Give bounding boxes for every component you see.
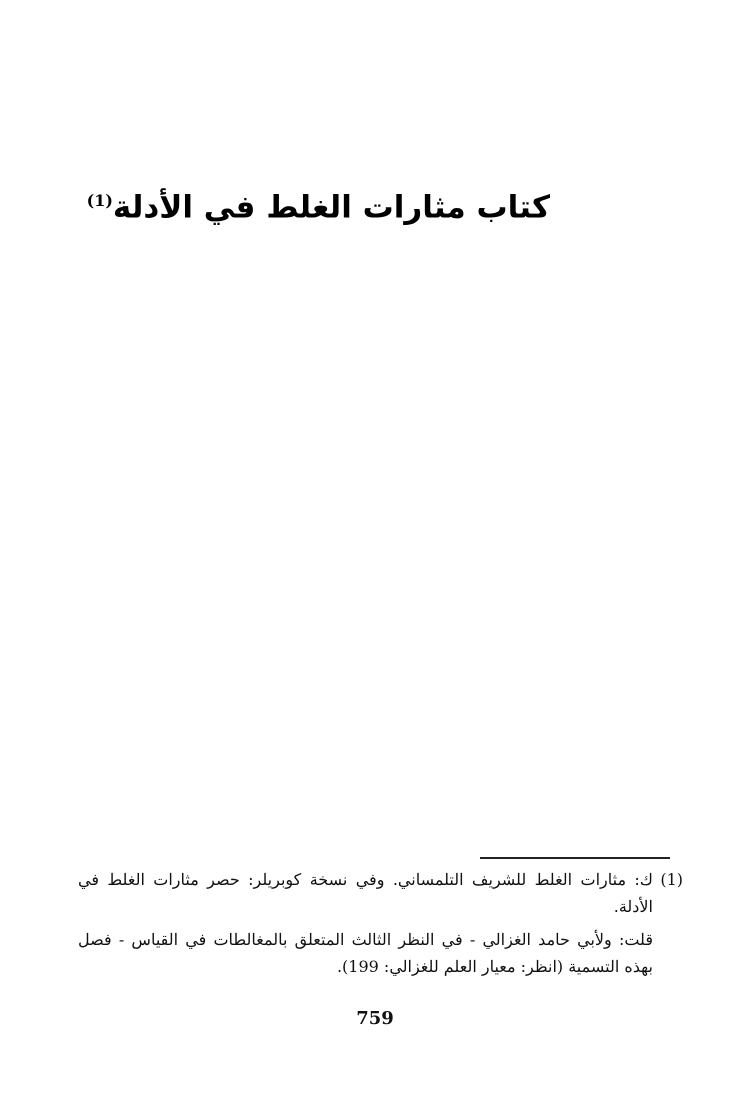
chapter-title (86, 176, 550, 232)
page-number: 759 (356, 1008, 394, 1029)
footnote-paragraph: ك: مثارات الغلط للشريف التلمساني. وفي نسخة كوبريلر: حصر مثارات الغلط في الأدلة. (78, 870, 653, 916)
chapter-title-text: كتاب مثارات الغلط في الأدلة (112, 189, 550, 226)
footnotes-section (78, 866, 683, 980)
title-footnote-marker: (1) (86, 191, 113, 210)
footnote-item (78, 866, 683, 980)
footnote-number: (1) (660, 870, 683, 889)
footnote-separator (480, 857, 670, 859)
footnote-body (78, 866, 653, 980)
footnote-paragraph: قلت: ولأبي حامد الغزالي - في النظر الثالث المتعلق بالمغالطات في القياس - فصل بهذه التسمية (انظر: معيار العلم للغزالي: 199). (78, 930, 653, 976)
